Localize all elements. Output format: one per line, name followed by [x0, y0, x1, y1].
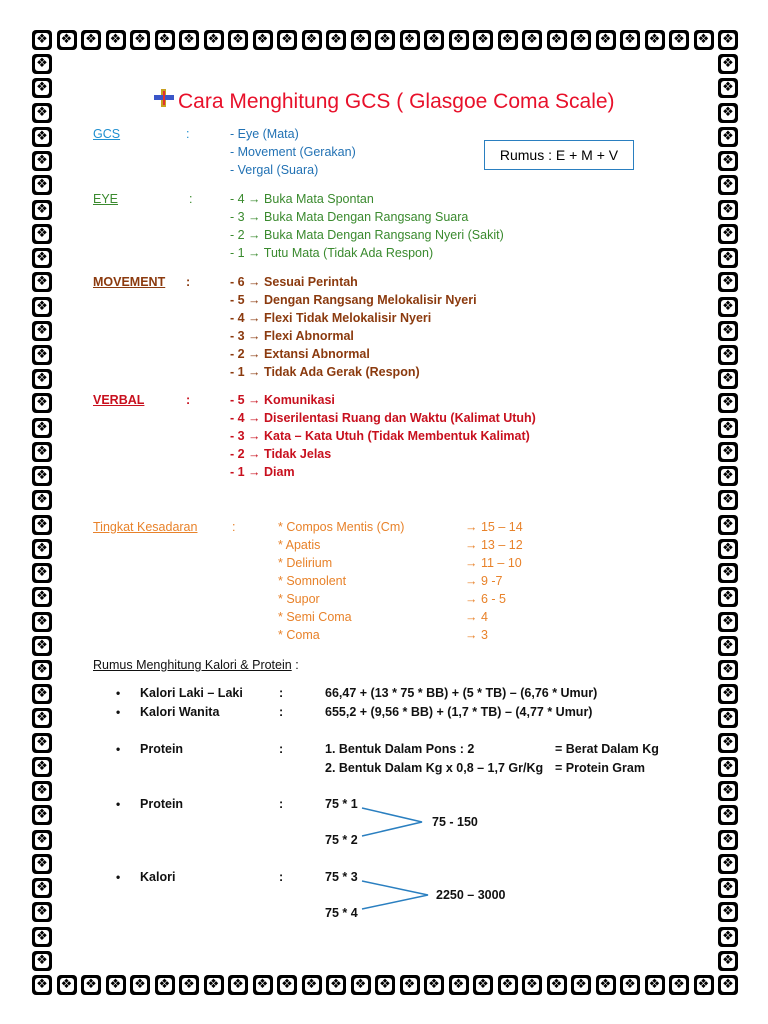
list-item: - 5 → Komunikasi: [230, 393, 335, 407]
list-item: - 5 → Dengan Rangsang Melokalisir Nyeri: [230, 293, 477, 307]
protein-label: Protein: [140, 742, 184, 756]
protein-bracket-icon: [360, 800, 430, 840]
kalori2-a: 75 * 3: [325, 870, 358, 884]
tingkat-names: [278, 518, 404, 644]
list-item: → 11 – 10: [465, 556, 522, 570]
colon: :: [279, 870, 284, 884]
list-item: - 4 → Diserilentasi Ruang dan Waktu (Kalimat Utuh): [230, 411, 536, 425]
list-item: * Semi Coma: [278, 610, 352, 624]
eye-label: EYE: [93, 192, 119, 206]
tingkat-colon: :: [232, 520, 236, 534]
kalori-heading-colon: :: [295, 658, 299, 672]
list-item: * Coma: [278, 628, 320, 642]
list-item: - 1 → Tutu Mata (Tidak Ada Respon): [230, 246, 434, 260]
list-item: - 2 → Buka Mata Dengan Rangsang Nyeri (Sakit): [230, 228, 504, 242]
kalori-wanita-label: Kalori Wanita: [140, 705, 220, 719]
list-item: → 3: [465, 628, 488, 642]
cross-bullet-icon: [153, 88, 175, 108]
kalori-laki-formula: 66,47 + (13 * 75 * BB) + (5 * TB) – (6,76 * Umur): [325, 686, 598, 700]
list-item: → 6 - 5: [465, 592, 506, 606]
eye-list: [230, 190, 504, 262]
movement-colon: :: [186, 275, 191, 289]
list-item: → 15 – 14: [465, 520, 523, 534]
list-item: * Delirium: [278, 556, 333, 570]
list-item: - 4 → Buka Mata Spontan: [230, 192, 374, 206]
gcs-label: GCS: [93, 127, 121, 141]
kalori2-label: Kalori: [140, 870, 176, 884]
gcs-colon: :: [186, 127, 190, 141]
list-item: - 2 → Extansi Abnormal: [230, 347, 370, 361]
movement-list: [230, 273, 477, 381]
tingkat-ranges: [465, 518, 523, 644]
kalori-heading-wrap: [93, 658, 299, 672]
tingkat-label: Tingkat Kesadaran: [93, 520, 198, 534]
list-item: - 1 → Diam: [230, 465, 295, 479]
protein-line2: 2. Bentuk Dalam Kg x 0,8 – 1,7 Gr/Kg: [325, 761, 544, 775]
kalori-bracket-icon: [360, 873, 435, 913]
list-item: * Somnolent: [278, 574, 347, 588]
bullet: •: [116, 705, 121, 719]
verbal-list: [230, 391, 536, 481]
list-item: → 4: [465, 610, 488, 624]
list-item: - 3 → Kata – Kata Utuh (Tidak Membentuk Kalimat): [230, 429, 530, 443]
colon: :: [279, 686, 284, 700]
list-item: - 3 → Buka Mata Dengan Rangsang Suara: [230, 210, 469, 224]
list-item: * Supor: [278, 592, 320, 606]
bullet: •: [116, 686, 121, 700]
protein-line1-result: = Berat Dalam Kg: [555, 742, 659, 756]
colon: :: [279, 742, 284, 756]
movement-label: MOVEMENT: [93, 275, 166, 289]
list-item: * Apatis: [278, 538, 321, 552]
kalori2-b: 75 * 4: [325, 906, 358, 920]
list-item: * Compos Mentis (Cm): [278, 520, 405, 534]
bullet: •: [116, 742, 121, 756]
list-item: → 13 – 12: [465, 538, 523, 552]
protein-line1: 1. Bentuk Dalam Pons : 2: [325, 742, 475, 756]
verbal-colon: :: [186, 393, 191, 407]
list-item: - Eye (Mata): [230, 127, 299, 141]
bullet: •: [116, 870, 121, 884]
kalori-heading: Rumus Menghitung Kalori & Protein: [93, 658, 292, 672]
list-item: - 4 → Flexi Tidak Melokalisir Nyeri: [230, 311, 432, 325]
list-item: - 1 → Tidak Ada Gerak (Respon): [230, 365, 420, 379]
protein2-b: 75 * 2: [325, 833, 358, 847]
protein2-a: 75 * 1: [325, 797, 358, 811]
list-item: - 3 → Flexi Abnormal: [230, 329, 354, 343]
list-item: - Movement (Gerakan): [230, 145, 356, 159]
list-item: - Vergal (Suara): [230, 163, 319, 177]
kalori-laki-label: Kalori Laki – Laki: [140, 686, 243, 700]
kalori2-result: 2250 – 3000: [436, 888, 506, 902]
page-title: Cara Menghitung GCS ( Glasgoe Coma Scale): [178, 90, 615, 113]
kalori-wanita-formula: 655,2 + (9,56 * BB) + (1,7 * TB) – (4,77 * Umur): [325, 705, 593, 719]
protein2-result: 75 - 150: [432, 815, 478, 829]
protein-line2-result: = Protein Gram: [555, 761, 645, 775]
rumus-box: Rumus : E + M + V: [484, 140, 634, 170]
eye-colon: :: [189, 192, 193, 206]
list-item: → 9 -7: [465, 574, 503, 588]
gcs-list: [230, 125, 356, 179]
list-item: - 6 → Sesuai Perintah: [230, 275, 358, 289]
list-item: - 2 → Tidak Jelas: [230, 447, 332, 461]
colon: :: [279, 705, 284, 719]
verbal-label: VERBAL: [93, 393, 145, 407]
protein2-label: Protein: [140, 797, 184, 811]
colon: :: [279, 797, 284, 811]
bullet: •: [116, 797, 121, 811]
